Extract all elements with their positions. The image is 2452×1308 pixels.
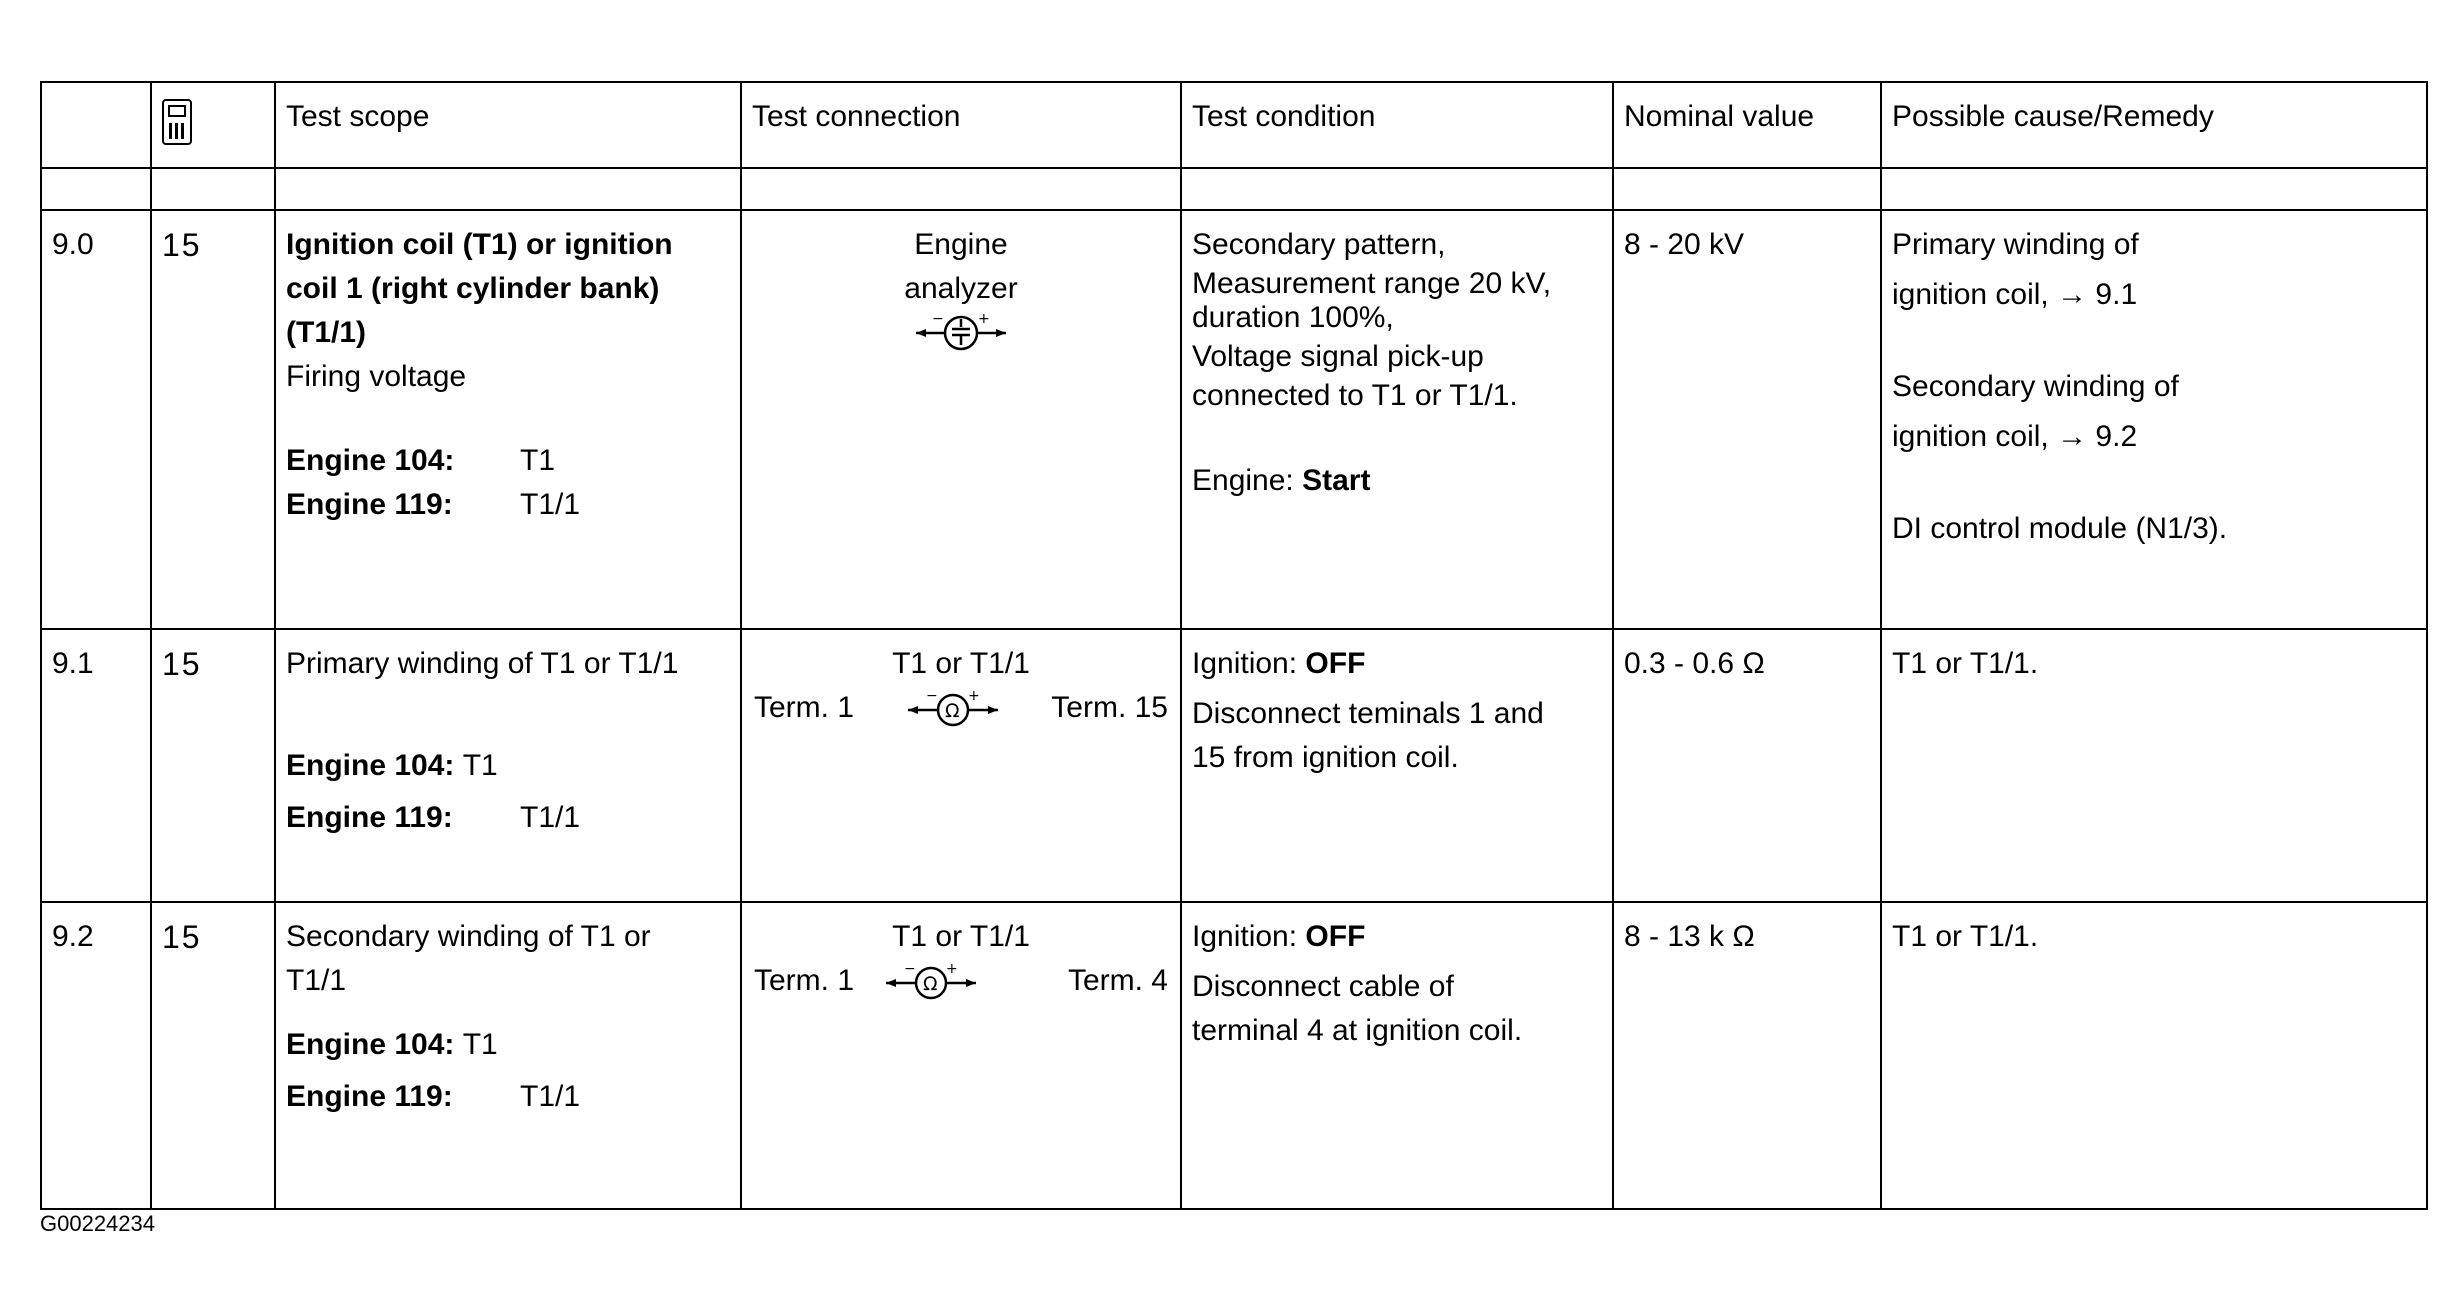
test-connection-cell: T1 or T1/1 Term. 1 Ω − + Term. 4 <box>741 902 1181 1209</box>
step-number: 9.2 <box>41 902 151 1209</box>
nominal-value: 0.3 - 0.6 Ω <box>1613 629 1881 902</box>
test-code: 15 <box>162 646 202 682</box>
header-test-connection: Test connection <box>741 82 1181 168</box>
nominal-value: 8 - 20 kV <box>1613 210 1881 629</box>
test-condition-cell: Ignition: OFF Disconnect teminals 1 and 15 from ignition coil. <box>1181 629 1613 902</box>
svg-text:+: + <box>946 961 958 977</box>
capacitor-probe-icon <box>914 311 1008 351</box>
scope-title: Secondary winding of T1 or <box>286 920 651 953</box>
table-row <box>41 210 2427 629</box>
step-number: 9.0 <box>41 210 151 629</box>
test-connection-cell: Engine analyzer − + <box>741 210 1181 629</box>
scope-title: Ignition coil (T1) or ignition coil 1 (right cylinder bank) (T1/1) <box>286 228 673 349</box>
test-scope-cell: Secondary winding of T1 or T1/1 Engine 104: T1 Engine 119: T1/1 <box>275 902 741 1209</box>
test-scope-cell <box>275 629 741 902</box>
header-step-cell <box>41 82 151 168</box>
scope-subtitle: Firing voltage <box>286 360 467 393</box>
test-scope-cell <box>275 210 741 629</box>
engine-line: Engine 119: T1/1 <box>286 1080 581 1113</box>
header-test-scope: Test scope <box>275 82 741 168</box>
test-code: 15 <box>162 919 202 955</box>
header-nominal-value: Nominal value <box>1613 82 1881 168</box>
spacer-row <box>41 168 2427 210</box>
test-connection-cell: T1 or T1/1 Term. 1 Ω − + Term. 15 <box>741 629 1181 902</box>
svg-text:+: + <box>967 688 980 704</box>
table-header-row <box>41 82 2427 168</box>
ohmmeter-icon <box>884 961 978 1001</box>
condition-ignition: Ignition: OFF <box>1192 647 1366 680</box>
condition-ignition: Ignition: OFF <box>1192 920 1366 953</box>
test-condition-cell: Ignition: OFF Disconnect cable of terminal 4 at ignition coil. <box>1181 902 1613 1209</box>
engine-line: Engine 104: T1 <box>286 1028 498 1061</box>
test-code: 15 <box>162 227 202 263</box>
engine-line: Engine 119: T1/1 <box>286 801 581 834</box>
header-test-condition: Test condition <box>1181 82 1613 168</box>
svg-text:−: − <box>904 961 916 977</box>
test-table <box>40 81 2428 1210</box>
table-row <box>41 629 2427 902</box>
header-possible-cause: Possible cause/Remedy <box>1881 82 2427 168</box>
svg-text:Ω: Ω <box>923 973 938 995</box>
table-row <box>41 902 2427 1209</box>
engine-line: Engine 104: T1 <box>286 444 556 477</box>
step-number: 9.1 <box>41 629 151 902</box>
svg-text:−: − <box>932 311 944 327</box>
engine-line: Engine 104: T1 <box>286 749 498 782</box>
possible-cause: T1 or T1/1. <box>1881 902 2427 1209</box>
figure-code: G00224234 <box>40 1211 155 1236</box>
scope-title: Primary winding of T1 or T1/1 <box>286 647 679 680</box>
svg-text:+: + <box>978 311 990 327</box>
header-icon-cell <box>151 82 275 168</box>
condition-engine: Engine: Start <box>1192 464 1371 497</box>
nominal-value: 8 - 13 k Ω <box>1613 902 1881 1209</box>
svg-text:−: − <box>925 688 938 704</box>
test-condition-cell: Secondary pattern, Measurement range 20 kV, duration 100%, Voltage signal pick-up connected to T1 or T1/1. Engine: Start <box>1181 210 1613 629</box>
possible-cause: T1 or T1/1. <box>1881 629 2427 902</box>
possible-cause-cell: Primary winding of ignition coil, → 9.1 Secondary winding of ignition coil, → 9.2 DI control module (N1/3). <box>1881 210 2427 629</box>
ohmmeter-icon <box>906 688 1000 728</box>
tester-device-icon <box>162 99 192 145</box>
engine-line: Engine 119: T1/1 <box>286 488 581 521</box>
svg-text:Ω: Ω <box>944 700 960 722</box>
